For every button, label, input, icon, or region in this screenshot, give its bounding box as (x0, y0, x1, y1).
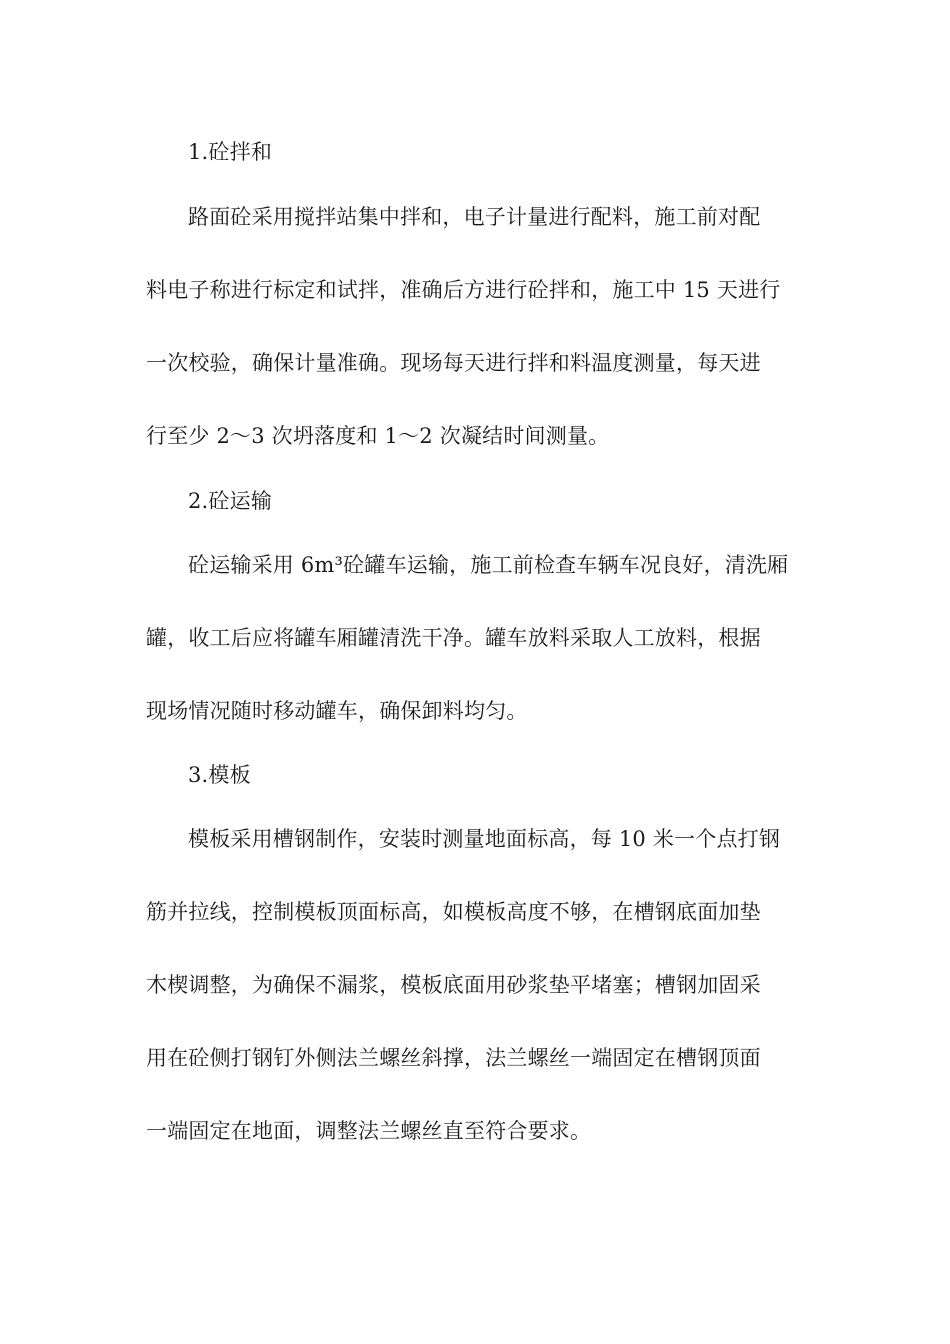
paragraph-line: 筋并拉线，控制模板顶面标高，如模板高度不够，在槽钢底面加垫 (146, 900, 761, 924)
paragraph-line: 行至少 2～3 次坍落度和 1～2 次凝结时间测量。 (146, 424, 610, 448)
paragraph-line: 木楔调整，为确保不漏浆，模板底面用砂浆垫平堵塞；槽钢加固采 (146, 973, 761, 997)
paragraph-line: 现场情况随时移动罐车，确保卸料均匀。 (146, 699, 528, 723)
section-heading-transport: 2.砼运输 (188, 489, 273, 513)
section-heading-mixing: 1.砼拌和 (188, 140, 273, 164)
paragraph-line: 路面砼采用搅拌站集中拌和，电子计量进行配料，施工前对配 (188, 205, 761, 229)
paragraph-line: 砼运输采用 6m³砼罐车运输，施工前检查车辆车况良好，清洗厢 (188, 553, 789, 577)
paragraph-line: 模板采用槽钢制作，安装时测量地面标高，每 10 米一个点打钢 (188, 827, 781, 851)
section-heading-formwork: 3.模板 (188, 763, 251, 787)
paragraph-line: 一次校验，确保计量准确。现场每天进行拌和料温度测量，每天进 (146, 351, 761, 375)
paragraph-line: 用在砼侧打钢钉外侧法兰螺丝斜撑，法兰螺丝一端固定在槽钢顶面 (146, 1046, 761, 1070)
paragraph-line: 料电子称进行标定和试拌，准确后方进行砼拌和，施工中 15 天进行 (146, 278, 781, 302)
paragraph-line: 罐，收工后应将罐车厢罐清洗干净。罐车放料采取人工放料，根据 (146, 626, 761, 650)
paragraph-line: 一端固定在地面，调整法兰螺丝直至符合要求。 (146, 1119, 592, 1143)
